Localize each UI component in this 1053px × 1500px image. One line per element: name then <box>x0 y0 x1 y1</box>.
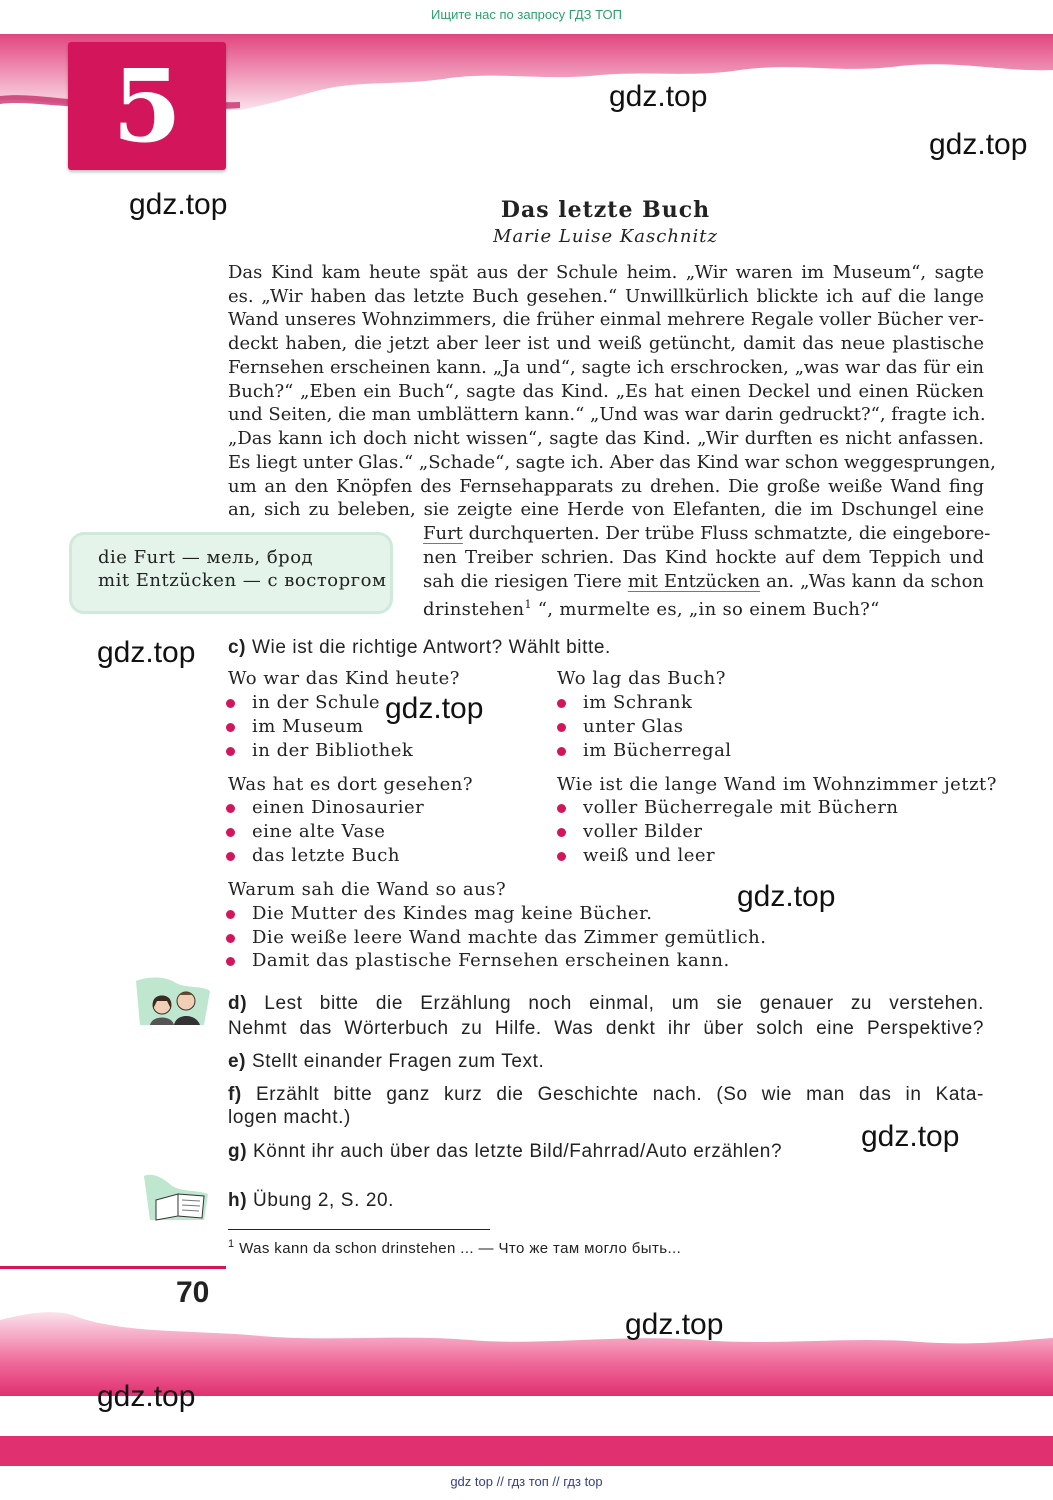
story-line: an, sich zu beleben, sie zeigte eine Herde von Elefanten, die im Dschungel eine <box>228 499 984 520</box>
answer-option[interactable]: in der Bibliothek <box>226 740 413 761</box>
chapter-badge <box>68 42 226 170</box>
watermark: gdz.top <box>625 1308 724 1341</box>
question: Wie ist die lange Wand im Wohnzimmer jetzt? <box>557 774 997 795</box>
answer-option[interactable]: voller Bücherregale mit Büchern <box>557 797 899 818</box>
page-number-rule <box>0 1266 226 1269</box>
story-line: Das Kind kam heute spät aus der Schule heim. „Wir waren im Museum“, sagte <box>228 262 984 283</box>
story-line: Wand unseres Wohnzimmers, die früher einmal mehrere Regale voller Bücher ver- <box>228 309 984 330</box>
answer-option[interactable]: unter Glas <box>557 716 684 737</box>
search-hint: Ищите нас по запросу ГДЗ ТОП <box>431 7 622 22</box>
footnote-mark: 1 <box>228 1238 235 1250</box>
task-letter: d) <box>228 993 248 1014</box>
answer-option[interactable]: einen Dinosaurier <box>226 797 424 818</box>
task-letter: c) <box>228 637 247 658</box>
task-e: e) Stellt einander Fragen zum Text. <box>228 1051 545 1072</box>
footnote-ref: 1 <box>524 598 532 611</box>
answer-option[interactable]: eine alte Vase <box>226 821 385 842</box>
question: Was hat es dort gesehen? <box>228 774 473 795</box>
footnote: $^1$ Was kann da schon drinstehen ... — Что же там могло быть... <box>228 1238 682 1257</box>
task-letter: f) <box>228 1084 242 1105</box>
story-line: es. „Wir haben das letzte Buch gesehen.“ Unwillkürlich blickte ich auf die lange <box>228 286 984 307</box>
task-f: f) Erzählt bitte ganz kurz die Geschichte nach. (So wie man das in Kata- <box>228 1084 984 1105</box>
story-line: nen Treiber schrien. Das Kind hockte auf dem Teppich und <box>423 547 984 568</box>
task-h: h) Übung 2, S. 20. <box>228 1190 395 1211</box>
glossary-entry: die Furt — мель, брод <box>98 547 314 568</box>
question: Wo war das Kind heute? <box>228 668 460 689</box>
story-line: Furt durchquerten. Der trübe Fluss schmatzte, die eingebore- <box>423 523 991 544</box>
watermark: gdz.top <box>861 1120 960 1153</box>
question: Wo lag das Buch? <box>557 668 726 689</box>
watermark: gdz.top <box>129 188 228 221</box>
glossary-word-furt: Furt <box>423 523 463 544</box>
glossary-word-entzuecken: mit Entzücken <box>627 571 761 592</box>
story-author: Marie Luise Kaschnitz <box>493 226 718 247</box>
question: Warum sah die Wand so aus? <box>228 879 507 900</box>
answer-option[interactable]: Die Mutter des Kindes mag keine Bücher. <box>226 903 652 924</box>
story-line: sah die riesigen Tiere mit Entzücken an. „Was kann da schon <box>423 571 985 592</box>
story-line: drinstehen$^1$ “, murmelte es, „in so einem Buch?“ <box>423 598 880 620</box>
story-line: deckt haben, die jetzt aber leer ist und weiß getüncht, damit das neue plastische <box>228 333 984 354</box>
story-title: Das letzte Buch <box>500 197 711 223</box>
watermark: gdz.top <box>97 636 196 669</box>
story-line: Fernsehen erscheinen kann. „Ja und“, sagte ich erschrocken, „was war das für ein <box>228 357 984 378</box>
answer-option[interactable]: Damit das plastische Fernsehen erscheinen kann. <box>226 950 730 971</box>
glossary-entry: mit Entzücken — с восторгом <box>98 570 387 591</box>
answer-option[interactable]: voller Bilder <box>557 821 703 842</box>
answer-option[interactable]: das letzte Buch <box>226 845 400 866</box>
story-line: Buch?“ „Eben ein Buch“, sagte das Kind. „Es hat einen Deckel und einen Rücken <box>228 381 984 402</box>
pair-work-icon <box>134 975 214 1029</box>
task-f-line2: logen macht.) <box>228 1107 351 1128</box>
task-g: g) Könnt ihr auch über das letzte Bild/Fahrrad/Auto erzählen? <box>228 1141 783 1162</box>
answer-option[interactable]: weiß und leer <box>557 845 715 866</box>
glossary-box <box>72 535 390 611</box>
workbook-icon <box>142 1172 214 1224</box>
page-number: 70 <box>176 1276 210 1309</box>
answer-option[interactable]: im Bücherregal <box>557 740 732 761</box>
task-letter: e) <box>228 1051 247 1072</box>
task-d: d) Lest bitte die Erzählung noch einmal, um sie genauer zu verstehen. <box>228 993 984 1014</box>
bottom-hint: gdz top // гдз топ // гдз top <box>450 1474 603 1489</box>
watermark: gdz.top <box>385 692 484 725</box>
watermark: gdz.top <box>609 80 708 113</box>
watermark: gdz.top <box>97 1380 196 1413</box>
answer-option[interactable]: in der Schule <box>226 692 380 713</box>
story-line: um an den Knöpfen des Fernsehapparats zu drehen. Die große weiße Wand fing <box>228 476 984 497</box>
answer-option[interactable]: im Schrank <box>557 692 692 713</box>
watermark: gdz.top <box>737 880 836 913</box>
task-d-line2: Nehmt das Wörterbuch zu Hilfe. Was denkt ihr über solch eine Perspektive? <box>228 1018 984 1039</box>
story-line: Es liegt unter Glas.“ „Schade“, sagte ich. Aber das Kind war schon weggesprungen, <box>228 452 996 473</box>
answer-option[interactable]: im Museum <box>226 716 364 737</box>
task-letter: g) <box>228 1141 248 1162</box>
task-letter: h) <box>228 1190 248 1211</box>
task-c: c) Wie ist die richtige Antwort? Wählt bitte. <box>228 637 611 658</box>
answer-option[interactable]: Die weiße leere Wand machte das Zimmer gemütlich. <box>226 927 766 948</box>
watermark: gdz.top <box>929 128 1028 161</box>
story-line: und Seiten, die man umblättern kann.“ „Und was war darin gedruckt?“, fragte ich. <box>228 404 986 425</box>
footnote-divider <box>228 1229 490 1230</box>
story-line: „Das kann ich doch nicht wissen“, sagte das Kind. „Wir durften es nicht anfassen. <box>228 428 984 449</box>
chapter-number: 5 <box>112 47 182 165</box>
